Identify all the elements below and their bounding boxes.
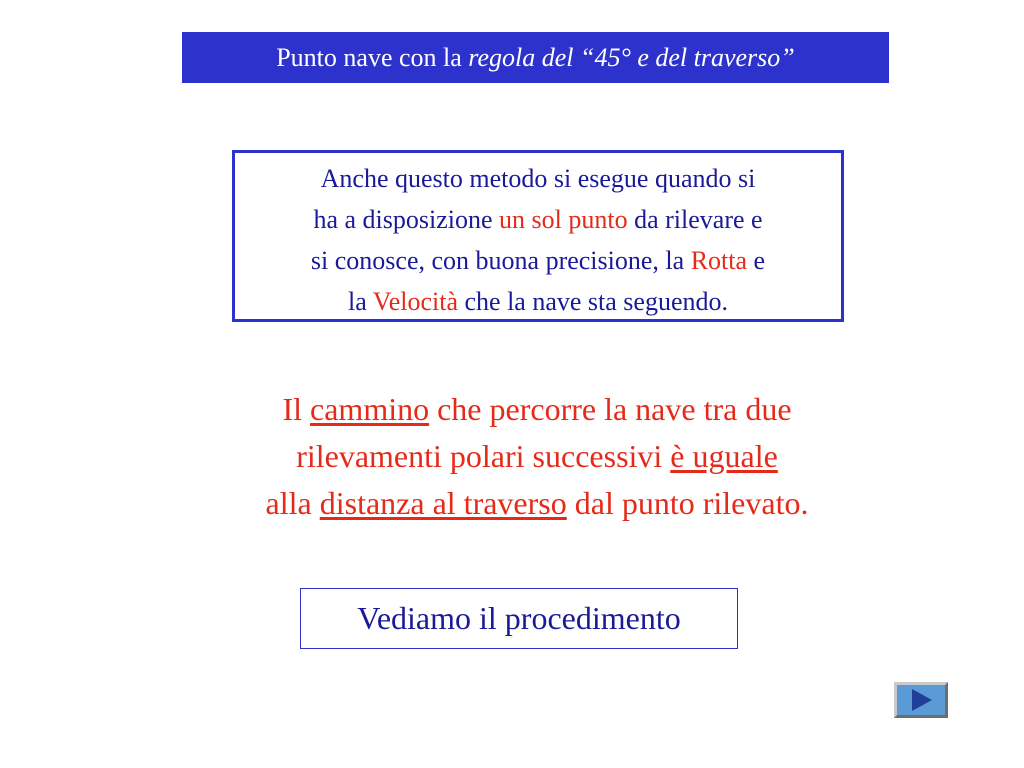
slide-title-italic: regola del “45° e del traverso” [468,43,795,72]
info-box [232,150,844,322]
rule-term-distance-run: cammino [310,391,430,427]
highlight-course: Rotta [690,246,748,275]
info-line-4 [235,281,841,322]
rule-statement [150,386,924,527]
slide-title-prefix: Punto nave con la [276,43,469,72]
next-slide-button[interactable] [894,682,948,718]
info-text: ha a disposizione [313,205,500,234]
info-line-2 [235,199,841,240]
play-arrow-icon [912,689,932,711]
info-text: che la nave sta seguendo. [457,287,728,316]
info-text: si conosce, con buona precisione, la [310,246,691,275]
rule-text: che percorre la nave tra due [429,391,792,427]
info-text: Anche questo metodo si esegue quando si [320,164,756,193]
rule-line-2 [150,433,924,480]
highlight-single-point: un sol punto [499,205,628,234]
rule-text: rilevamenti polari successivi [296,438,671,474]
slide-title [182,32,889,83]
rule-term-equal: è uguale [670,438,778,474]
rule-text: dal punto rilevato. [566,485,809,521]
rule-text: Il [282,391,311,427]
info-line-3 [235,240,841,281]
info-text: da rilevare e [627,205,763,234]
info-text: e [747,246,766,275]
see-procedure-button[interactable]: Vediamo il procedimento [300,588,738,649]
rule-line-3 [150,480,924,527]
highlight-speed: Velocità [372,287,458,316]
info-line-1 [235,158,841,199]
rule-line-1 [150,386,924,433]
info-text: la [348,287,373,316]
rule-term-abeam-distance: distanza al traverso [319,485,567,521]
rule-text: alla [265,485,320,521]
